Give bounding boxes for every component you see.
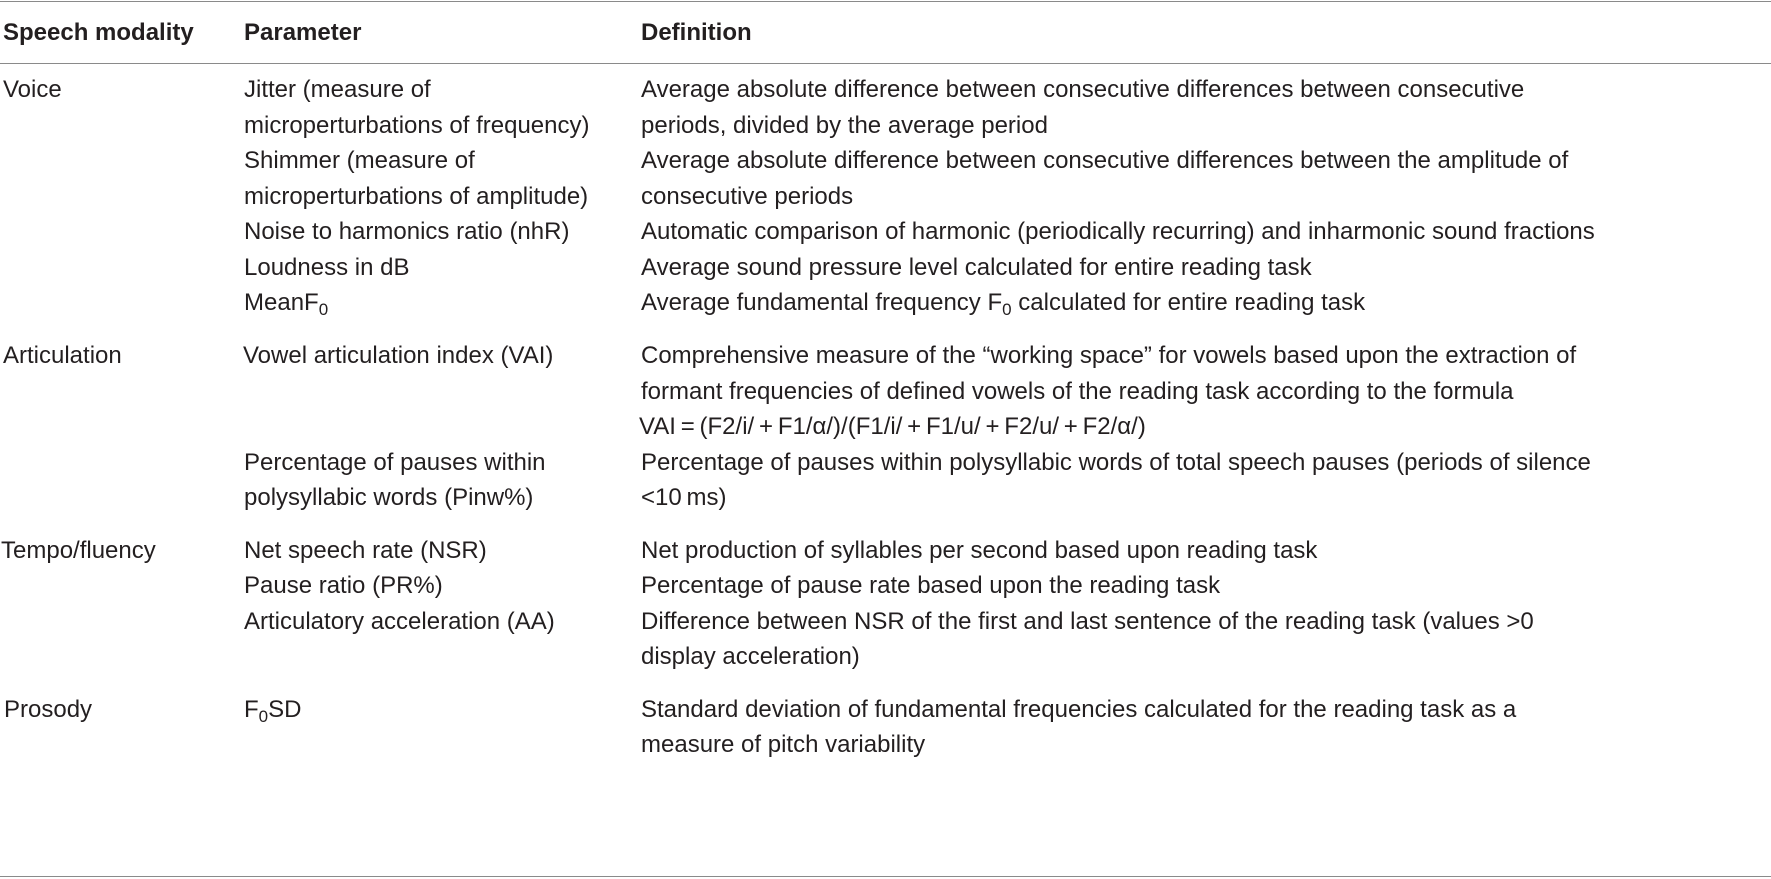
param-pause-ratio: Pause ratio (PR%) [244,572,443,599]
def-pause-ratio: Percentage of pause rate based upon the reading task [641,572,1221,599]
modality-prosody: Prosody [4,696,93,723]
header-parameter: Parameter [244,19,362,46]
def-pinw-line1: Percentage of pauses within polysyllabic words of total speech pauses (periods of silence [641,449,1591,476]
def-nsr: Net production of syllables per second based upon reading task [641,537,1318,564]
param-meanf0-subscript: 0 [318,300,329,319]
param-nsr: Net speech rate (NSR) [244,537,487,564]
param-shimmer-line1: Shimmer (measure of [244,147,475,174]
param-articulatory-acceleration: Articulatory acceleration (AA) [244,608,555,635]
header-definition: Definition [641,19,752,46]
def-shimmer-line1: Average absolute difference between consecutive differences between the amplitude of [641,147,1569,174]
table-bottom-rule [0,876,1771,877]
modality-articulation: Articulation [3,342,122,369]
def-jitter-line2: periods, divided by the average period [641,112,1048,139]
param-f0sd-post: SD [268,696,302,723]
param-loudness: Loudness in dB [244,254,410,281]
def-loudness: Average sound pressure level calculated for entire reading task [641,254,1312,281]
param-pinw-line1: Percentage of pauses within [244,449,546,476]
param-pinw-line2: polysyllabic words (Pinw%) [244,484,534,511]
def-aa-line2: display acceleration) [641,643,860,670]
param-vai: Vowel articulation index (VAI) [243,342,554,369]
param-shimmer-line2: microperturbations of amplitude) [244,183,589,210]
def-nhr: Automatic comparison of harmonic (periodically recurring) and inharmonic sound fractions [641,218,1595,245]
def-meanf0 [641,283,1365,325]
def-vai-line1: Comprehensive measure of the “working space” for vowels based upon the extraction of [641,342,1577,369]
param-jitter-line2: microperturbations of frequency) [244,112,590,139]
def-f0sd-line1: Standard deviation of fundamental frequencies calculated for the reading task as a [641,696,1517,723]
def-f0sd-line2: measure of pitch variability [641,731,926,758]
param-f0sd [244,690,301,732]
table-top-rule [0,1,1771,2]
def-aa-line1: Difference between NSR of the first and last sentence of the reading task (values >0 [641,608,1534,635]
def-pinw-line2: <10 ms) [641,484,727,511]
table-header-rule [0,63,1771,64]
param-f0sd-pre: F [244,696,259,723]
param-meanf0-main: MeanF [244,289,319,316]
def-meanf0-subscript: 0 [1002,300,1012,319]
param-nhr: Noise to harmonics ratio (nhR) [244,218,570,245]
param-jitter-line1: Jitter (measure of [244,76,431,103]
header-speech-modality: Speech modality [3,19,194,46]
def-vai-line2: formant frequencies of defined vowels of the reading task according to the formula [641,378,1514,405]
modality-tempo-fluency: Tempo/fluency [1,537,156,564]
modality-voice: Voice [3,76,62,103]
def-shimmer-line2: consecutive periods [641,183,854,210]
def-jitter-line1: Average absolute difference between consecutive differences between consecutive [641,76,1525,103]
def-meanf0-pre: Average fundamental frequency F [641,289,1003,316]
param-f0sd-subscript: 0 [258,707,269,726]
def-vai-formula: VAI = (F2/i/ + F1/α/)/(F1/i/ + F1/u/ + F2/u/ + F2/α/) [639,413,1146,440]
param-meanf0 [244,283,328,325]
def-meanf0-post: calculated for entire reading task [1011,289,1366,316]
